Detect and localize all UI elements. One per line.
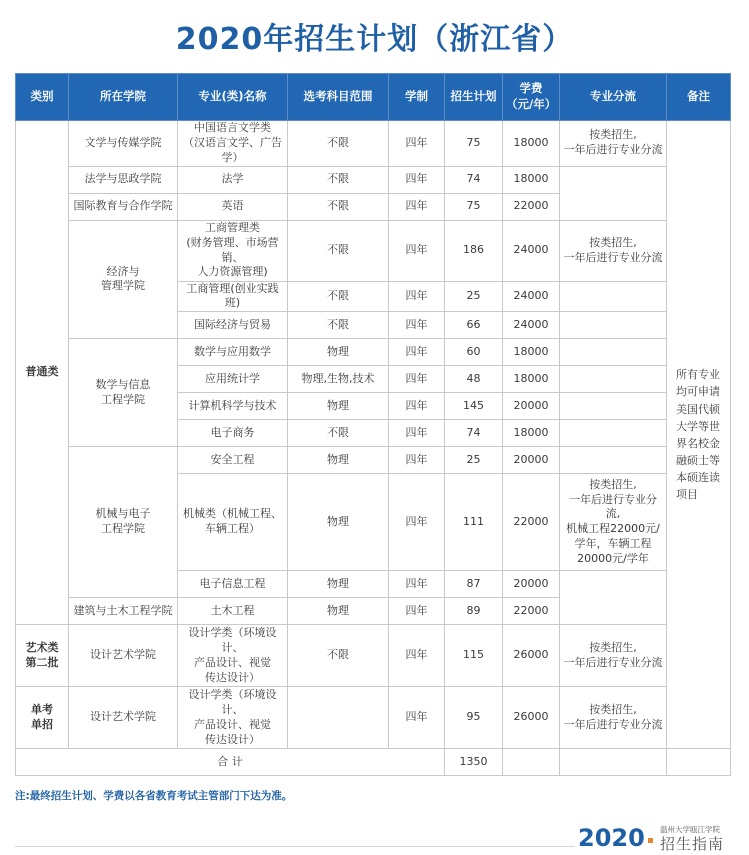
plan-cell: 48 xyxy=(445,366,503,393)
total-remark-empty xyxy=(667,749,731,776)
years-cell: 四年 xyxy=(389,447,445,474)
fee-cell: 22000 xyxy=(503,474,560,571)
streaming-cell: 按类招生, 一年后进行专业分流, 机械工程22000元/ 学年，车辆工程 20000元/学年 xyxy=(560,474,667,571)
table-row xyxy=(16,687,731,749)
plan-cell: 95 xyxy=(445,687,503,749)
college-cell: 数学与信息 工程学院 xyxy=(69,339,178,447)
streaming-cell-empty xyxy=(560,447,667,474)
subjects-cell: 物理 xyxy=(288,598,389,625)
table-row xyxy=(16,121,731,167)
header-fee: 学费 （元/年） xyxy=(503,74,560,121)
fee-cell: 26000 xyxy=(503,625,560,687)
streaming-cell: 按类招生, 一年后进行专业分流 xyxy=(560,220,667,281)
fee-cell: 20000 xyxy=(503,393,560,420)
streaming-cell-empty xyxy=(560,571,667,625)
college-cell: 机械与电子 工程学院 xyxy=(69,447,178,598)
major-cell: 英语 xyxy=(178,193,288,220)
streaming-cell: 按类招生, 一年后进行专业分流 xyxy=(560,121,667,167)
years-cell: 四年 xyxy=(389,193,445,220)
footnote: 注:最终招生计划、学费以各省教育考试主管部门下达为准。 xyxy=(15,790,293,802)
subjects-cell: 不限 xyxy=(288,193,389,220)
major-cell: 法学 xyxy=(178,166,288,193)
plan-cell: 66 xyxy=(445,312,503,339)
years-cell: 四年 xyxy=(389,625,445,687)
plan-cell: 87 xyxy=(445,571,503,598)
college-cell: 经济与 管理学院 xyxy=(69,220,178,339)
table-row xyxy=(16,447,731,474)
category-cell: 普通类 xyxy=(16,121,69,625)
plan-cell: 145 xyxy=(445,393,503,420)
major-cell: 机械类（机械工程、 车辆工程） xyxy=(178,474,288,571)
fee-cell: 22000 xyxy=(503,598,560,625)
total-streaming-empty xyxy=(560,749,667,776)
header-subjects: 选考科目范围 xyxy=(288,74,389,121)
streaming-cell-empty xyxy=(560,281,667,312)
total-value: 1350 xyxy=(445,749,503,776)
subjects-cell: 物理,生物,技术 xyxy=(288,366,389,393)
header-college: 所在学院 xyxy=(69,74,178,121)
plan-cell: 75 xyxy=(445,193,503,220)
major-cell: 电子商务 xyxy=(178,420,288,447)
footer-year: 2020 xyxy=(578,824,645,852)
major-cell: 设计学类（环境设计、 产品设计、视觉 传达设计） xyxy=(178,625,288,687)
footer-dot-icon xyxy=(648,838,653,843)
streaming-cell-empty xyxy=(560,312,667,339)
streaming-cell: 按类招生, 一年后进行专业分流 xyxy=(560,625,667,687)
footer-school-name: 温州大学瓯江学院 xyxy=(660,825,720,834)
years-cell: 四年 xyxy=(389,281,445,312)
total-row xyxy=(16,749,731,776)
college-cell: 建筑与土木工程学院 xyxy=(69,598,178,625)
plan-cell: 25 xyxy=(445,447,503,474)
years-cell: 四年 xyxy=(389,166,445,193)
major-cell: 中国语言文学类 （汉语言文学、广告学） xyxy=(178,121,288,167)
category-cell: 艺术类 第二批 xyxy=(16,625,69,687)
streaming-cell-empty xyxy=(560,339,667,366)
fee-cell: 22000 xyxy=(503,193,560,220)
fee-cell: 18000 xyxy=(503,339,560,366)
major-cell: 计算机科学与技术 xyxy=(178,393,288,420)
streaming-cell-empty xyxy=(560,420,667,447)
fee-cell: 20000 xyxy=(503,571,560,598)
fee-cell: 18000 xyxy=(503,366,560,393)
footer-divider xyxy=(15,846,575,847)
subjects-cell: 物理 xyxy=(288,571,389,598)
college-cell: 设计艺术学院 xyxy=(69,687,178,749)
fee-cell: 18000 xyxy=(503,166,560,193)
table-header-row xyxy=(16,74,731,121)
major-cell: 工商管理(创业实践班) xyxy=(178,281,288,312)
years-cell: 四年 xyxy=(389,312,445,339)
major-cell: 应用统计学 xyxy=(178,366,288,393)
major-cell: 数学与应用数学 xyxy=(178,339,288,366)
header-plan: 招生计划 xyxy=(445,74,503,121)
table-row xyxy=(16,166,731,193)
plan-cell: 75 xyxy=(445,121,503,167)
plan-cell: 25 xyxy=(445,281,503,312)
plan-cell: 111 xyxy=(445,474,503,571)
years-cell: 四年 xyxy=(389,687,445,749)
header-streaming: 专业分流 xyxy=(560,74,667,121)
table-row xyxy=(16,339,731,366)
years-cell: 四年 xyxy=(389,366,445,393)
fee-cell: 26000 xyxy=(503,687,560,749)
total-fee-empty xyxy=(503,749,560,776)
college-cell: 法学与思政学院 xyxy=(69,166,178,193)
subjects-cell: 不限 xyxy=(288,220,389,281)
plan-cell: 89 xyxy=(445,598,503,625)
header-years: 学制 xyxy=(389,74,445,121)
subjects-cell: 不限 xyxy=(288,420,389,447)
streaming-cell: 按类招生, 一年后进行专业分流 xyxy=(560,687,667,749)
plan-cell: 115 xyxy=(445,625,503,687)
header-category: 类别 xyxy=(16,74,69,121)
college-cell: 文学与传媒学院 xyxy=(69,121,178,167)
streaming-cell-empty xyxy=(560,393,667,420)
fee-cell: 24000 xyxy=(503,312,560,339)
years-cell: 四年 xyxy=(389,339,445,366)
subjects-cell: 不限 xyxy=(288,625,389,687)
category-cell: 单考 单招 xyxy=(16,687,69,749)
subjects-cell: 不限 xyxy=(288,166,389,193)
table-row xyxy=(16,220,731,281)
footer-guide-title: 招生指南 xyxy=(660,835,725,853)
subjects-cell xyxy=(288,687,389,749)
enrollment-plan-table xyxy=(15,73,731,776)
streaming-cell-empty xyxy=(560,366,667,393)
subjects-cell: 物理 xyxy=(288,474,389,571)
fee-cell: 18000 xyxy=(503,420,560,447)
plan-cell: 74 xyxy=(445,166,503,193)
fee-cell: 24000 xyxy=(503,281,560,312)
fee-cell: 24000 xyxy=(503,220,560,281)
years-cell: 四年 xyxy=(389,571,445,598)
plan-cell: 60 xyxy=(445,339,503,366)
major-cell: 国际经济与贸易 xyxy=(178,312,288,339)
major-cell: 安全工程 xyxy=(178,447,288,474)
years-cell: 四年 xyxy=(389,598,445,625)
years-cell: 四年 xyxy=(389,474,445,571)
years-cell: 四年 xyxy=(389,220,445,281)
years-cell: 四年 xyxy=(389,420,445,447)
table-row xyxy=(16,625,731,687)
header-major: 专业(类)名称 xyxy=(178,74,288,121)
streaming-cell-empty xyxy=(560,166,667,220)
major-cell: 工商管理类 (财务管理、市场营销、 人力资源管理) xyxy=(178,220,288,281)
major-cell: 电子信息工程 xyxy=(178,571,288,598)
plan-cell: 74 xyxy=(445,420,503,447)
years-cell: 四年 xyxy=(389,121,445,167)
years-cell: 四年 xyxy=(389,393,445,420)
subjects-cell: 不限 xyxy=(288,281,389,312)
page-title: 2020年招生计划（浙江省） xyxy=(175,22,574,57)
major-cell: 土木工程 xyxy=(178,598,288,625)
fee-cell: 18000 xyxy=(503,121,560,167)
subjects-cell: 物理 xyxy=(288,339,389,366)
subjects-cell: 物理 xyxy=(288,393,389,420)
plan-cell: 186 xyxy=(445,220,503,281)
college-cell: 国际教育与合作学院 xyxy=(69,193,178,220)
subjects-cell: 物理 xyxy=(288,447,389,474)
major-cell: 设计学类（环境设计、 产品设计、视觉 传达设计） xyxy=(178,687,288,749)
total-label: 合 计 xyxy=(16,749,445,776)
header-remark: 备注 xyxy=(667,74,731,121)
subjects-cell: 不限 xyxy=(288,312,389,339)
college-cell: 设计艺术学院 xyxy=(69,625,178,687)
fee-cell: 20000 xyxy=(503,447,560,474)
remark-cell: 所有专业 均可申请 美国代顿 大学等世 界名校金 融硕士等 本硕连读 项目 xyxy=(667,121,731,749)
subjects-cell: 不限 xyxy=(288,121,389,167)
